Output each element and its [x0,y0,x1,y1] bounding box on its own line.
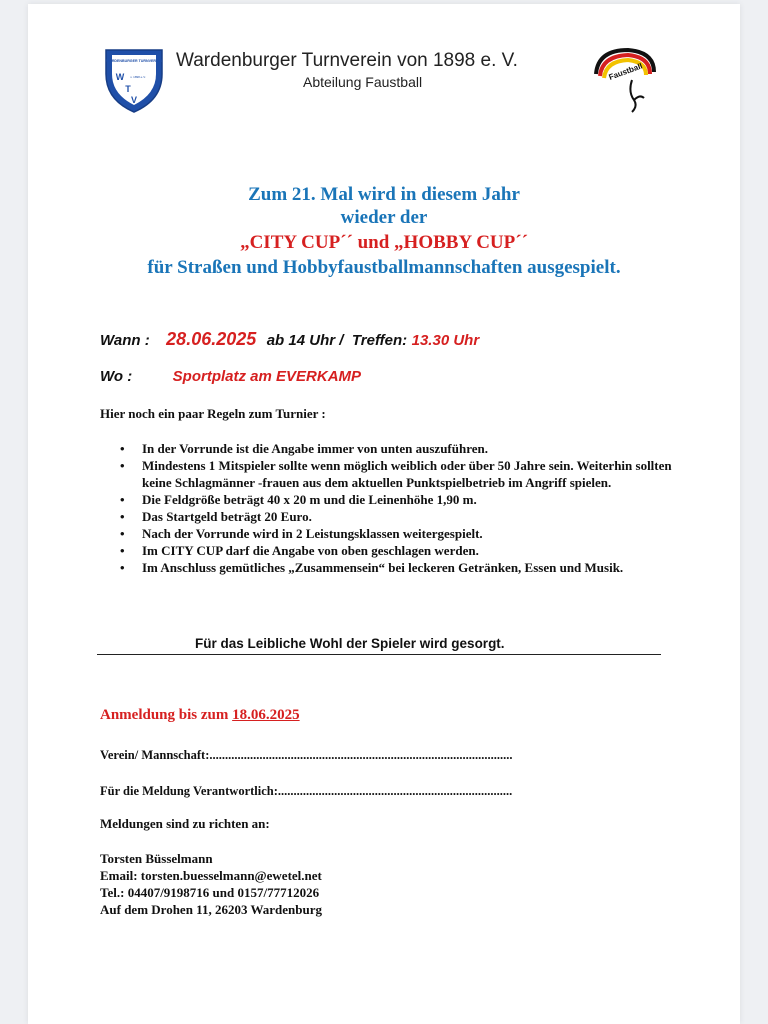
wtv-logo-letter-t: T [125,84,131,94]
list-item: • Mindestens 1 Mitspieler sollte wenn möglich weiblich oder über 50 Jahre sein. Weiterhin sollten keine Schlagmänner -frauen aus dem aktuellen Punktspielbetrieb im Angriff spielen. [142,457,682,491]
wtv-logo [102,46,166,114]
list-item: • Im Anschluss gemütliches „Zusammensein“ bei leckeren Getränken, Essen und Musik. [142,559,682,576]
contact-block [100,850,322,918]
club-subtitle: Abteilung Faustball [303,74,423,90]
intro-line-2: wieder der [340,207,428,228]
event-date: 28.06.2025 [166,329,257,349]
contact-phone: Tel.: 04407/9198716 und 0157/77712026 [100,885,320,900]
registration-date: 18.06.2025 [232,707,300,723]
registration-deadline [100,707,300,724]
rules-list [100,440,682,576]
divider [97,654,661,655]
wann-label: Wann : [100,332,150,349]
meldungen-heading: Meldungen sind zu richten an: [100,816,270,831]
list-item: • In der Vorrunde ist die Angabe immer von unten auszuführen. [142,440,682,457]
verein-field-line: Verein/ Mannschaft:................................................................................................. [100,748,513,762]
contact-email: Email: torsten.buesselmann@ewetel.net [100,868,322,883]
wtv-logo-arc-text: WARDENBURGER TURNVEREIN [106,59,162,63]
wo-label: Wo : [100,368,133,385]
rules-heading: Hier noch ein paar Regeln zum Turnier : [100,406,326,421]
food-note: Für das Leibliche Wohl der Spieler wird gesorgt. [195,636,505,651]
intro-line-3: „CITY CUP´´ und „HOBBY CUP´´ [240,232,528,253]
contact-name: Torsten Büsselmann [100,851,213,866]
wtv-logo-letter-v: V [130,95,138,105]
intro-line-4: für Straßen und Hobbyfaustballmannschaften ausgespielt. [147,257,621,278]
verantwortlich-field-line: Für die Meldung Verantwortlich:........................................................................... [100,784,513,798]
faustball-logo [588,44,662,114]
faustball-logo-text: Faustball [607,61,644,82]
wtv-logo-letter-w: W [115,72,125,82]
contact-address: Auf dem Drohen 11, 26203 Wardenburg [100,902,322,917]
treffen-label: Treffen: [351,332,408,349]
club-title: Wardenburger Turnverein von 1898 e. V. [176,50,518,71]
info-wo [100,368,361,386]
list-item: • Die Feldgröße beträgt 40 x 20 m und die Leinenhöhe 1,90 m. [142,491,682,508]
event-place: Sportplatz am EVERKAMP [172,368,362,385]
registration-prefix: Anmeldung bis zum [100,707,229,723]
intro-line-1: Zum 21. Mal wird in diesem Jahr [248,184,520,205]
info-wann [100,329,479,350]
list-item: • Das Startgeld beträgt 20 Euro. [142,508,682,525]
treffen-time: 13.30 Uhr [411,332,480,349]
list-item: • Im CITY CUP darf die Angabe von oben geschlagen werden. [142,542,682,559]
event-time: ab 14 Uhr / [266,332,344,349]
list-item: • Nach der Vorrunde wird in 2 Leistungsklassen weitergespielt. [142,525,682,542]
wtv-logo-small-text: v. 1898 e.V. [130,75,146,79]
